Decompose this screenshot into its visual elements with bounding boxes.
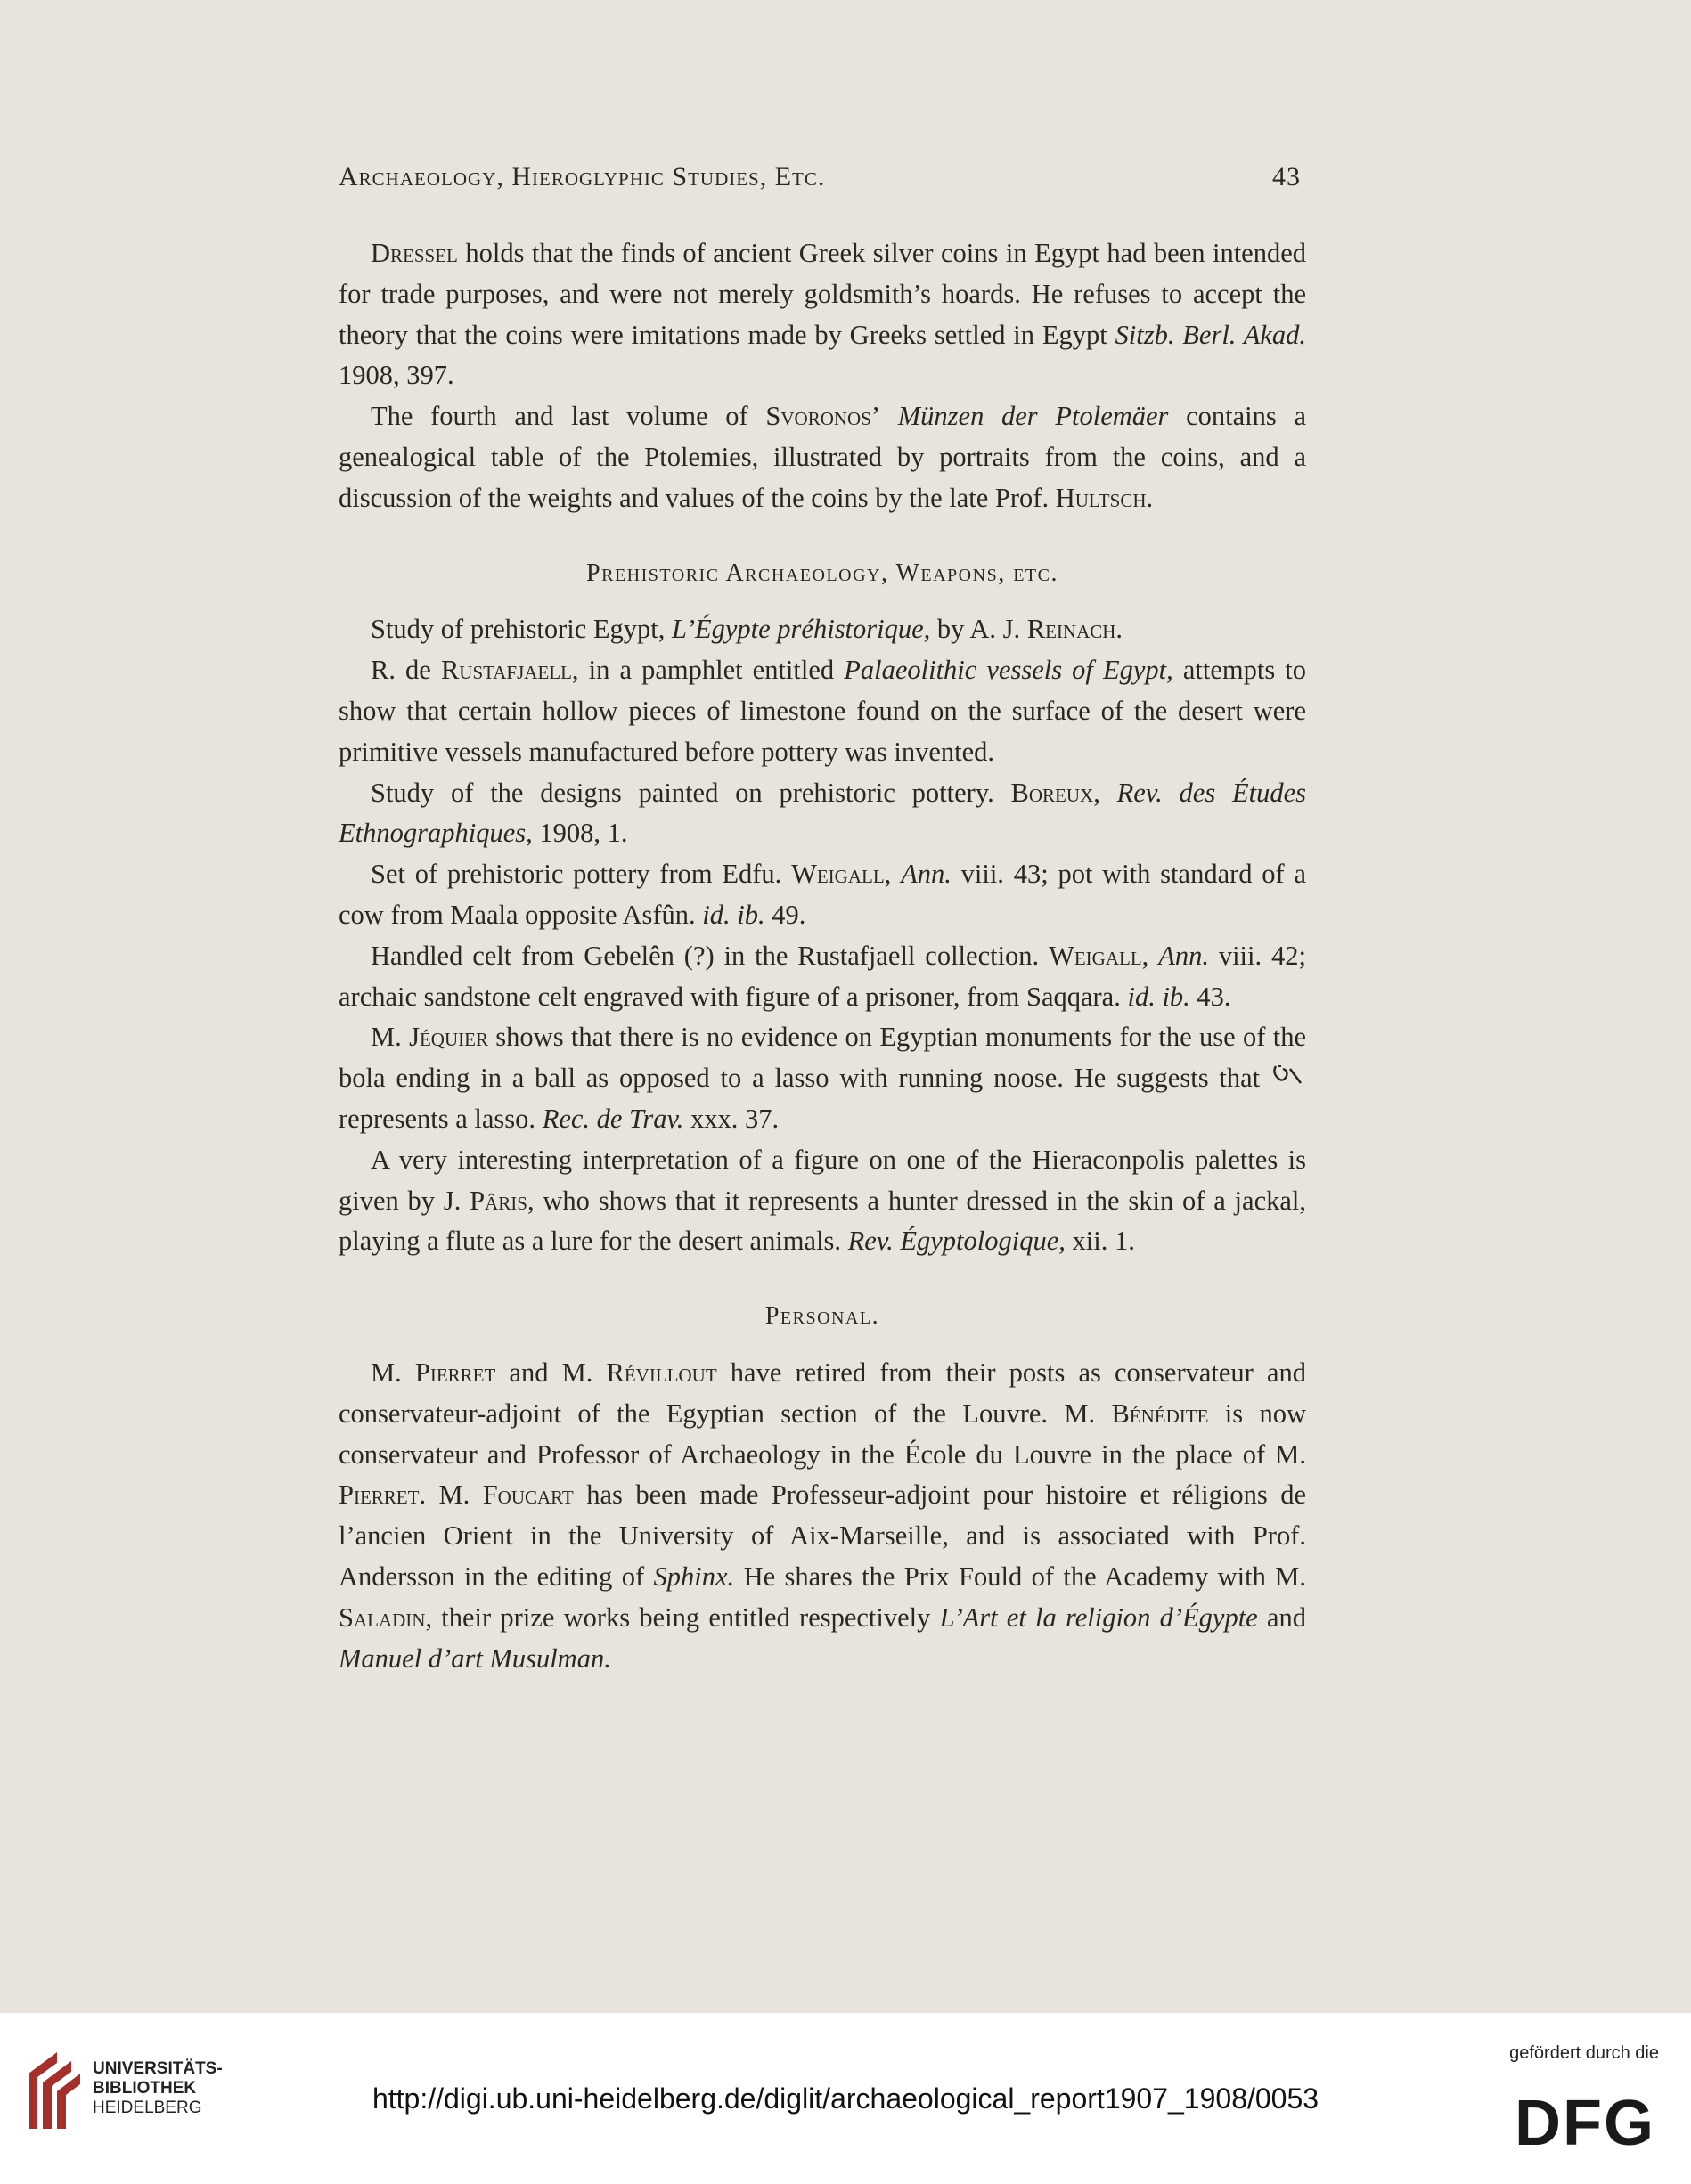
- paragraph-text: contains a genealogical table of the Ptolemies, illustrated by portraits from the coins, and a discussion of the weights and values of the coins by the late Prof.: [339, 401, 1307, 513]
- citation-tail: 49.: [764, 899, 806, 930]
- running-title: Archaeology, Hieroglyphic Studies, Etc.: [339, 162, 826, 192]
- dfg-logo: DFG: [1515, 2088, 1655, 2159]
- work-title: Münzen der Ptolemäer: [897, 401, 1169, 432]
- paragraph-text: Handled celt from Gebelên (?) in the Rustafjaell collection.: [371, 940, 1050, 971]
- paragraph-text: viii. 42; archaic sandstone celt engraved with figure of a prisoner, from Saqqara.: [339, 940, 1306, 1012]
- paragraph-text: and: [1257, 1601, 1306, 1633]
- paragraph-svoronos: [339, 396, 1306, 518]
- citation: Rev. Égyptologique,: [847, 1226, 1066, 1257]
- author-name: Jéquier: [409, 1022, 488, 1053]
- paragraph-paris: [339, 1140, 1306, 1262]
- paragraph-edfu: [339, 854, 1306, 936]
- author-name: Reinach.: [1026, 614, 1123, 645]
- citation-tail: xxx. 37.: [683, 1103, 780, 1134]
- author-name: Hultsch.: [1055, 482, 1154, 513]
- author-name: Pâris,: [470, 1185, 535, 1216]
- author-name: Weigall,: [1049, 940, 1149, 971]
- digitization-footer: [0, 2013, 1691, 2184]
- paragraph-dressel: [339, 233, 1306, 396]
- lasso-hieroglyph-icon: [1270, 1063, 1306, 1090]
- paragraph-text: Study of prehistoric Egypt,: [371, 614, 673, 645]
- section-heading-prehistoric: Prehistoric Archaeology, Weapons, etc.: [586, 558, 1058, 587]
- paragraph-rustafjaell: [339, 650, 1306, 772]
- citation-tail: xii. 1.: [1065, 1226, 1135, 1257]
- section-heading-personal: Personal.: [764, 1302, 880, 1331]
- author-name: Svoronos’: [765, 401, 881, 432]
- paragraph-text: in a pamphlet entitled: [578, 655, 845, 686]
- spacer: [1100, 778, 1117, 808]
- paragraph-boreux: [339, 773, 1306, 855]
- paragraph-text: viii. 43; pot with standard of a cow from Maala opposite Asfûn.: [339, 859, 1307, 930]
- citation: Rev. des Études Ethnographiques,: [339, 777, 1306, 849]
- paragraph-text: and M.: [495, 1357, 607, 1388]
- paragraph-text: shows that there is no evidence on Egyptian monuments for the use of the bola ending in a ball as opposed to a lasso with running noose. He suggests that: [339, 1022, 1307, 1094]
- paragraph-text: Set of prehistoric pottery from Edfu.: [371, 859, 792, 890]
- paragraph-text: M.: [371, 1022, 410, 1053]
- author-name: Foucart: [482, 1479, 574, 1511]
- citation-tail: 1908, 1.: [532, 818, 628, 849]
- paragraph-celt: [339, 936, 1306, 1018]
- paragraph-text: Study of the designs painted on prehistoric pottery.: [371, 777, 1011, 808]
- work-title: Palaeolithic vessels of Egypt,: [844, 655, 1173, 686]
- paragraph-text: represents a lasso.: [339, 1103, 543, 1134]
- author-name: Dressel: [371, 238, 458, 268]
- citation: Ann.: [1158, 940, 1209, 971]
- author-name: Révillout: [606, 1357, 717, 1388]
- author-name: Pierret.: [339, 1479, 427, 1511]
- work-title: Manuel d’art Musulman.: [339, 1642, 611, 1674]
- work-title: Sphinx.: [653, 1561, 735, 1592]
- library-name-line: HEIDELBERG: [93, 2098, 202, 2117]
- paragraph-text: their prize works being entitled respectively: [432, 1601, 940, 1633]
- citation-tail: 43.: [1189, 981, 1231, 1012]
- paragraph-text: attempts to show that certain hollow pieces of limestone found on the surface of the desert were primitive vessels manufactured before pottery was invented.: [339, 655, 1307, 767]
- paragraph-text: A very interesting interpretation of a figure on one of the Hieraconpolis palettes is given by J.: [339, 1144, 1306, 1216]
- paragraph-text: has been made Professeur-adjoint pour histoire et réligions de l’ancien Orient in the University of Aix-Marseille, and is associated with Prof. Andersson in the editing of: [339, 1479, 1306, 1592]
- spacer: [1148, 941, 1158, 971]
- citation: Ann.: [901, 859, 952, 890]
- paragraph-reinach: [339, 609, 1306, 650]
- page-body: [339, 233, 1306, 1679]
- paragraph-personal: [339, 1353, 1306, 1679]
- paragraph-text: have retired from their posts as conservateur and conservateur-adjoint of the Egyptian section of the Louvre. M.: [339, 1357, 1306, 1429]
- library-name-line: UNIVERSITÄTS-: [93, 2059, 223, 2078]
- work-title: L’Égypte préhistorique,: [672, 614, 931, 645]
- spacer: [891, 859, 901, 889]
- citation-tail: 1908, 397.: [339, 360, 454, 391]
- citation: id. ib.: [1127, 981, 1190, 1012]
- citation: Sitzb. Berl. Akad.: [1115, 319, 1306, 350]
- author-name: Boreux,: [1010, 777, 1100, 808]
- permalink-url[interactable]: http://digi.ub.uni-heidelberg.de/diglit/archaeological_report1907_1908/0053: [372, 2082, 1319, 2115]
- paragraph-text: is now conservateur and Professor of Archaeology in the École du Louvre in the place of M.: [339, 1398, 1306, 1470]
- paragraph-text: The fourth and last volume of: [371, 401, 766, 432]
- library-name-line: BIBLIOTHEK: [93, 2079, 197, 2098]
- citation: id. ib.: [702, 899, 765, 930]
- paragraph-text: by A. J.: [930, 614, 1027, 645]
- paragraph-text: M.: [371, 1357, 415, 1388]
- work-title: L’Art et la religion d’Égypte: [939, 1601, 1258, 1633]
- author-name: Bénédite: [1111, 1398, 1209, 1429]
- paragraph-text: holds that the finds of ancient Greek silver coins in Egypt had been intended for trade purposes, and were not merely goldsmith’s hoards. He refuses to accept the theory that the coins were imitations made by Greeks settled in Egypt: [339, 238, 1306, 350]
- author-name: Pierret: [414, 1357, 496, 1388]
- paragraph-text: who shows that it represents a hunter dressed in the skin of a jackal, playing a flute as a lure for the desert animals.: [339, 1185, 1306, 1257]
- author-name: Rustafjaell,: [440, 655, 579, 686]
- paragraph-text: He shares the Prix Fould of the Academy with M.: [734, 1561, 1306, 1592]
- author-name: Saladin,: [339, 1601, 433, 1633]
- paragraph-jequier: [339, 1017, 1306, 1139]
- citation: Rec. de Trav.: [542, 1103, 684, 1134]
- author-name: Weigall,: [791, 859, 892, 890]
- funding-caption: gefördert durch die: [1509, 2043, 1659, 2063]
- paragraph-text: M.: [426, 1479, 483, 1511]
- spacer: [880, 401, 898, 431]
- paragraph-text: R. de: [371, 655, 441, 686]
- page-number: 43: [1272, 162, 1301, 192]
